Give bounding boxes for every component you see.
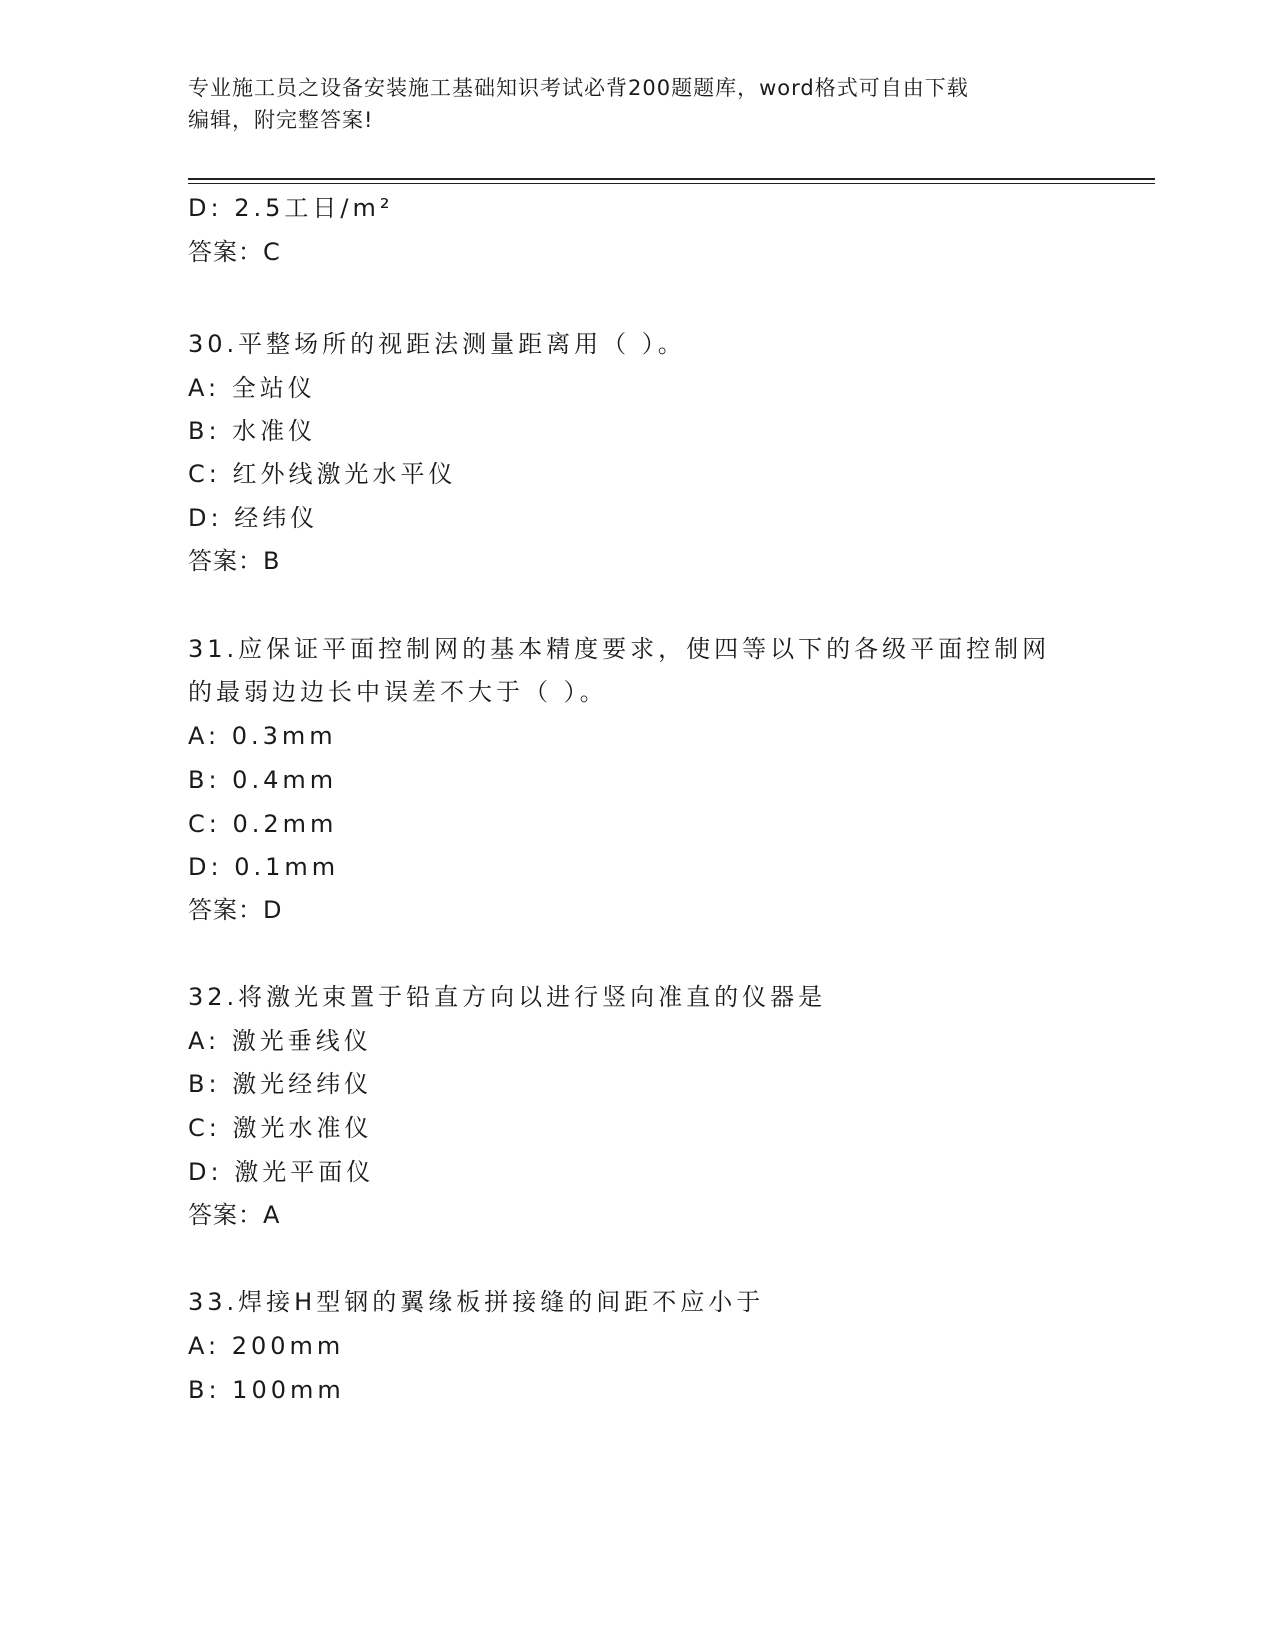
prev-answer: 答案：C: [188, 238, 281, 266]
question-31-option-b: B: 0.4mm: [188, 766, 338, 794]
question-32-option-a: A: 激光垂线仪: [188, 1027, 372, 1055]
prev-option-d: D: 2.5工日/m²: [188, 194, 394, 222]
question-33-option-a: A: 200mm: [188, 1332, 345, 1360]
question-30-option-c: C: 红外线激光水平仪: [188, 460, 457, 488]
question-31-answer: 答案：D: [188, 896, 283, 924]
question-30-answer: 答案：B: [188, 547, 281, 575]
question-32-option-c: C: 激光水准仪: [188, 1114, 373, 1142]
question-31-option-c: C: 0.2mm: [188, 810, 338, 838]
header-divider-thin: [188, 183, 1155, 184]
header-title-line2: 编辑，附完整答案!: [188, 108, 374, 132]
question-30-option-d: D: 经纬仪: [188, 504, 319, 532]
header-title-line1: 专业施工员之设备安装施工基础知识考试必背200题题库，word格式可自由下载: [188, 76, 969, 100]
question-30-option-a: A: 全站仪: [188, 374, 316, 402]
question-32-option-d: D: 激光平面仪: [188, 1158, 375, 1186]
question-30-option-b: B: 水准仪: [188, 417, 317, 445]
question-31-stem-line2: 的最弱边边长中误差不大于（ ）。: [188, 678, 608, 706]
question-33-stem: 33.焊接H型钢的翼缘板拼接缝的间距不应小于: [188, 1288, 765, 1316]
header-divider-thick: [188, 178, 1155, 180]
question-30-stem: 30.平整场所的视距法测量距离用（ ）。: [188, 330, 686, 358]
question-31-stem-line1: 31.应保证平面控制网的基本精度要求，使四等以下的各级平面控制网: [188, 635, 1051, 663]
question-32-stem: 32.将激光束置于铅直方向以进行竖向准直的仪器是: [188, 983, 827, 1011]
question-32-answer: 答案：A: [188, 1201, 281, 1229]
document-header: [188, 72, 1088, 136]
question-32-option-b: B: 激光经纬仪: [188, 1070, 373, 1098]
question-33-option-b: B: 100mm: [188, 1376, 345, 1404]
question-31-option-a: A: 0.3mm: [188, 722, 337, 750]
question-31-option-d: D: 0.1mm: [188, 853, 340, 881]
